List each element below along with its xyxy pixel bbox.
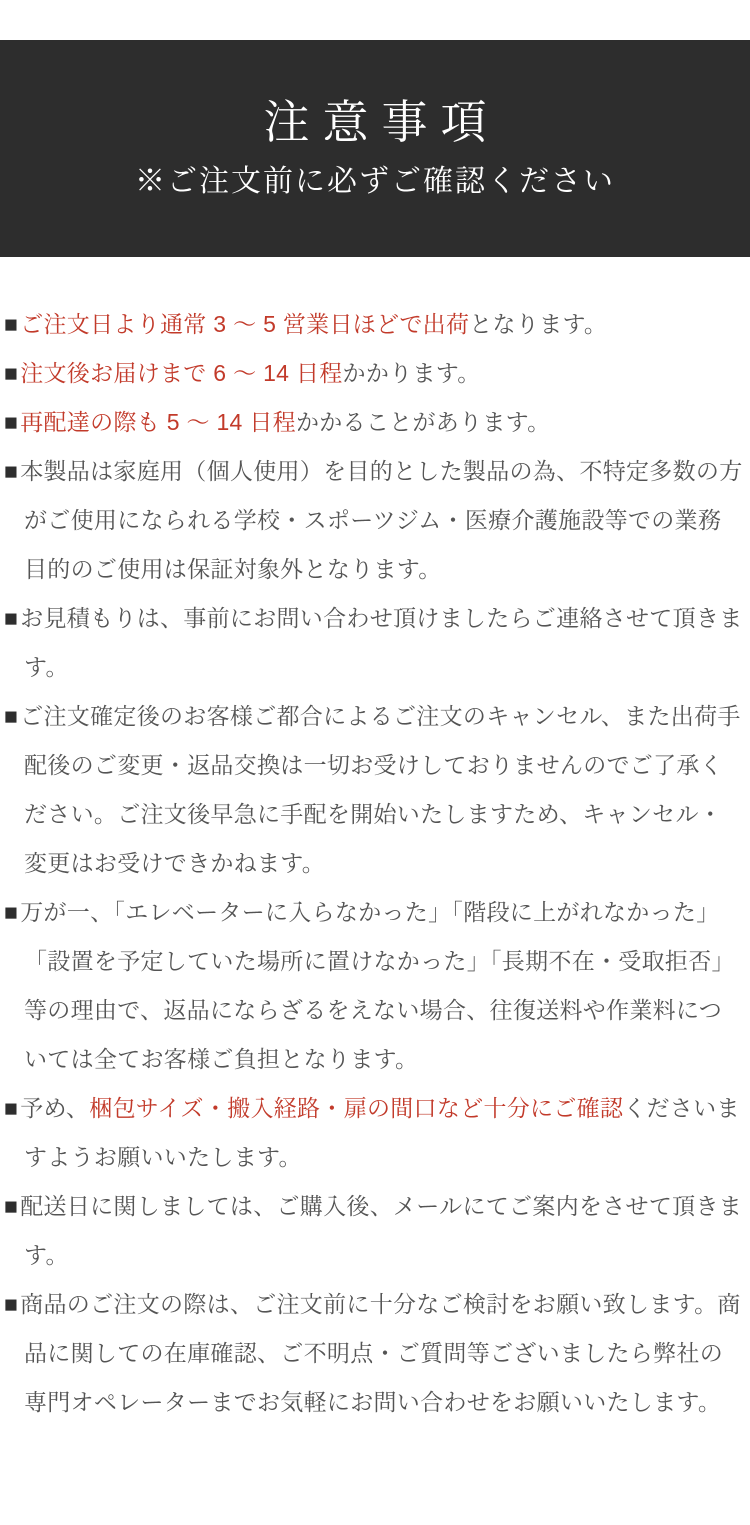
notice-text: 万が一、「エレベーターに入らなかった」「階段に上がれなかった」「設置を予定していた場所に置けなかった」「長期不在・受取拒否」等の理由で、返品にならざるをえない場合、往復送料や作業料については全てお客様ご負担となります。 bbox=[20, 899, 735, 1072]
bullet-square-icon: ■ bbox=[4, 311, 19, 337]
notice-item bbox=[4, 1182, 744, 1280]
notice-text-highlight: 注文後お届けまで 6 ～ 14 日程 bbox=[20, 360, 343, 386]
bullet-square-icon: ■ bbox=[4, 458, 19, 484]
notice-text: ご注文確定後のお客様ご都合によるご注文のキャンセル、また出荷手配後のご変更・返品交換は一切お受けしておりませんのでご了承ください。ご注文後早急に手配を開始いたしますため、キャンセル・変更はお受けできかねます。 bbox=[20, 703, 741, 876]
notice-text: 配送日に関しましては、ご購入後、メールにてご案内をさせて頂きます。 bbox=[20, 1193, 743, 1268]
notice-item bbox=[4, 594, 744, 692]
bullet-square-icon: ■ bbox=[4, 1193, 19, 1219]
notice-list bbox=[0, 300, 750, 1427]
bullet-square-icon: ■ bbox=[4, 605, 19, 631]
notice-item bbox=[4, 398, 744, 447]
notice-item bbox=[4, 300, 744, 349]
bullet-square-icon: ■ bbox=[4, 360, 19, 386]
notice-text: 予め、 bbox=[20, 1095, 90, 1121]
notice-banner bbox=[0, 40, 750, 257]
banner-title: 注意事項 bbox=[263, 96, 500, 148]
notice-text-highlight: ご注文日より通常 3 ～ 5 営業日ほどで出荷 bbox=[20, 311, 470, 337]
notice-text-highlight: 再配達の際も 5 ～ 14 日程 bbox=[20, 409, 296, 435]
notice-item bbox=[4, 888, 744, 1084]
notice-item bbox=[4, 447, 744, 594]
notice-item bbox=[4, 692, 744, 888]
notice-text: くださいますようお願いいたします。 bbox=[24, 1095, 740, 1170]
notice-text: かかります。 bbox=[342, 360, 481, 386]
notice-text: 商品のご注文の際は、ご注文前に十分なご検討をお願い致します。商品に関しての在庫確認、ご不明点・ご質問等ございましたら弊社の専門オペレーターまでお気軽にお問い合わせをお願いいたします。 bbox=[20, 1291, 741, 1415]
bullet-square-icon: ■ bbox=[4, 703, 19, 729]
notice-text: お見積もりは、事前にお問い合わせ頂けましたらご連絡させて頂きます。 bbox=[20, 605, 743, 680]
bullet-square-icon: ■ bbox=[4, 899, 19, 925]
bullet-square-icon: ■ bbox=[4, 1095, 19, 1121]
notice-text-highlight: 梱包サイズ・搬入経路・扉の間口など十分にご確認 bbox=[89, 1095, 624, 1121]
notice-item bbox=[4, 1280, 744, 1427]
notice-text: かかることがあります。 bbox=[295, 409, 551, 435]
bullet-square-icon: ■ bbox=[4, 409, 19, 435]
banner-subtitle: ※ご注文前に必ずご確認ください bbox=[135, 165, 615, 198]
notice-text: 本製品は家庭用（個人使用）を目的とした製品の為、不特定多数の方がご使用になられる学校・スポーツジム・医療介護施設等での業務目的のご使用は保証対象外となります。 bbox=[20, 458, 743, 582]
bullet-square-icon: ■ bbox=[4, 1291, 19, 1317]
notice-text: となります。 bbox=[469, 311, 608, 337]
notice-item bbox=[4, 1084, 744, 1182]
notice-item bbox=[4, 349, 744, 398]
